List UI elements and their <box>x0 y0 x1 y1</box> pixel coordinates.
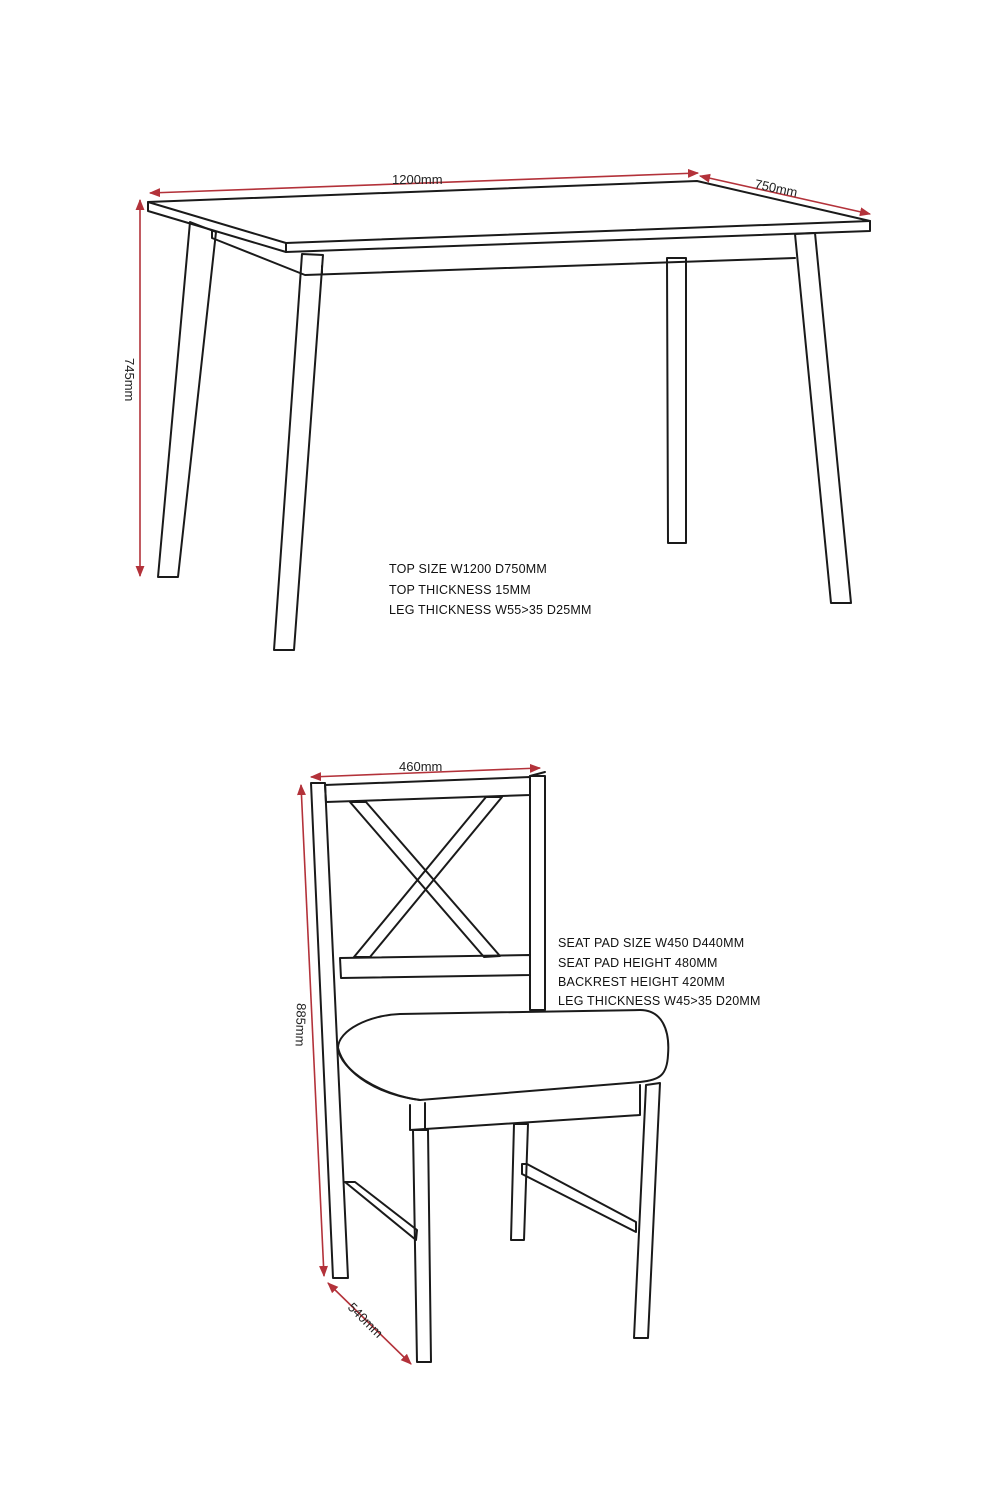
table-top-edge <box>148 202 870 252</box>
chair-spec-line: SEAT PAD SIZE W450 D440MM <box>558 936 745 950</box>
table-spec-line: LEG THICKNESS W55>35 D25MM <box>389 603 592 617</box>
chair-drawing <box>292 759 760 1364</box>
table-drawing <box>122 172 870 650</box>
chair-stretcher-left <box>345 1182 417 1240</box>
table-spec-line: TOP THICKNESS 15MM <box>389 583 531 597</box>
table-specs <box>389 562 592 617</box>
chair-leg-front-right <box>634 1083 660 1338</box>
table-height-label: 745mm <box>122 358 137 402</box>
chair-top-rail <box>325 777 530 802</box>
chair-leg-back-right <box>511 1124 528 1240</box>
table-width-label: 1200mm <box>392 172 443 187</box>
chair-spec-line: LEG THICKNESS W45>35 D20MM <box>558 994 761 1008</box>
chair-spec-line: SEAT PAD HEIGHT 480MM <box>558 956 718 970</box>
chair-spec-line: BACKREST HEIGHT 420MM <box>558 975 725 989</box>
chair-width-label: 460mm <box>399 759 443 774</box>
table-leg-front-left <box>274 254 323 650</box>
table-leg-back-left <box>158 222 216 577</box>
chair-leg-front-left <box>413 1130 431 1362</box>
table-depth-label: 750mm <box>753 176 799 200</box>
chair-back-post-left <box>311 783 348 1278</box>
chair-stretcher-right <box>522 1164 636 1232</box>
chair-height-label: 885mm <box>292 1002 309 1047</box>
table-spec-line: TOP SIZE W1200 D750MM <box>389 562 547 576</box>
table-leg-back-right <box>667 258 686 543</box>
chair-lower-back-rail <box>340 955 530 978</box>
table-leg-front-right <box>795 233 851 603</box>
chair-specs <box>558 936 761 1008</box>
chair-seat-pad <box>338 1010 668 1100</box>
chair-depth-label: 540mm <box>344 1299 387 1341</box>
chair-back-post-right <box>530 776 545 1010</box>
